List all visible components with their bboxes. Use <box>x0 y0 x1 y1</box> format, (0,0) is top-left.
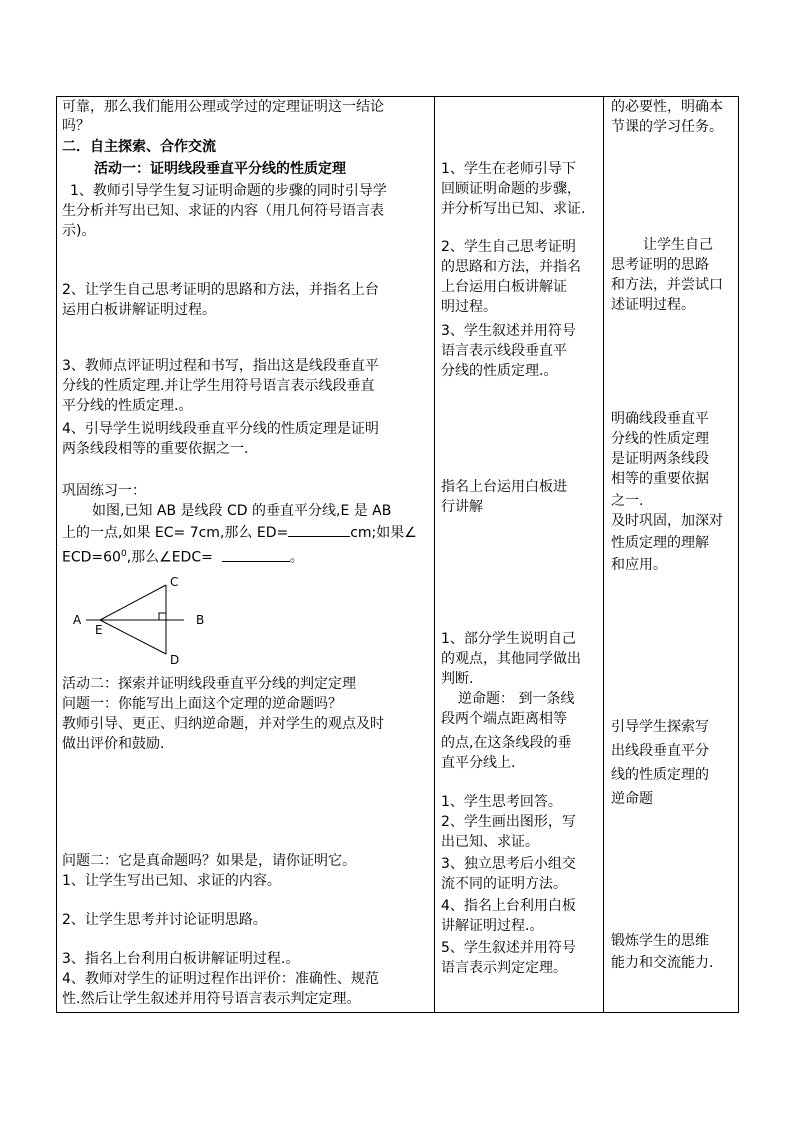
student-p5-line-3: 判断. <box>441 671 474 687</box>
column-divider-2 <box>603 97 604 1012</box>
practice-line-3 <box>62 545 304 568</box>
intent-p4-line-3: 线的性质定理的 <box>611 767 709 783</box>
student-p7-line-4: 3、独立思考后小组交 <box>441 856 576 872</box>
intent-p5-line-1: 锻炼学生的思维 <box>611 933 709 949</box>
label-d: D <box>170 653 180 666</box>
student-p4-line-1: 指名上台运用白板进 <box>441 479 567 495</box>
activity-1-title: 活动一：证明线段垂直平分线的性质定理 <box>94 161 346 177</box>
intro-line-2: 吗？ <box>62 118 90 134</box>
student-p3-line-3: 分线的性质定理.。 <box>441 363 558 379</box>
answer-blank-angle[interactable] <box>222 547 290 562</box>
practice-line-2-tail: cm;如果∠ <box>350 525 417 541</box>
intent-p4-line-2: 出线段垂直平分 <box>611 743 709 759</box>
intent-p3-line-4: 相等的重要依据 <box>611 471 709 487</box>
student-p5-line-1: 1、部分学生说明自己 <box>441 631 576 647</box>
intent-p2-line-2: 思考证明的思路 <box>611 257 709 273</box>
step-2-line-1: 2、让学生自己思考证明的思路和方法，并指名上台 <box>62 282 379 298</box>
student-p3-line-1: 3、学生叙述并用符号 <box>441 323 576 339</box>
segment-ed <box>100 620 166 654</box>
section-heading: 二．自主探索、合作交流 <box>62 139 216 155</box>
student-p7-line-5: 流不同的证明方法。 <box>441 876 567 892</box>
student-p7-line-2: 2、学生画出图形，写 <box>441 814 576 830</box>
student-p1-line-3: 并分析写出已知、求证. <box>441 201 586 217</box>
step-1-line-2: 生分析并写出已知、求证的内容（用几何符号语言表 <box>62 203 384 219</box>
practice-title: 巩固练习一： <box>62 483 146 499</box>
intent-p3-line-7: 性质定理的理解 <box>611 535 709 551</box>
intent-p3-line-8: 和应用。 <box>611 557 667 573</box>
geometry-figure <box>70 574 230 666</box>
intent-p3-line-3: 是证明两条线段 <box>611 451 709 467</box>
intent-p3-line-1: 明确线段垂直平 <box>611 411 709 427</box>
question-2: 问题二：它是真命题吗？如果是，请你证明它。 <box>62 853 356 869</box>
step-1-line-3: 示)。 <box>62 223 96 239</box>
student-p7-line-6: 4、指名上台利用白板 <box>441 898 576 914</box>
student-p6-line-4: 直平分线上. <box>441 755 516 771</box>
student-p7-line-7: 讲解证明过程.。 <box>441 918 544 934</box>
step-2-line-2: 运用白板讲解证明过程。 <box>62 302 216 318</box>
question-1: 问题一：你能写出上面这个定理的逆命题吗？ <box>62 696 342 712</box>
student-p4-line-2: 行讲解 <box>441 499 483 515</box>
student-p7-line-8: 5、学生叙述并用符号 <box>441 940 576 956</box>
step-3-line-1: 3、教师点评证明过程和书写，指出这是线段垂直平 <box>62 358 379 374</box>
step-3-line-3: 平分线的性质定理.。 <box>62 398 193 414</box>
question-2-step-4-line-2: 性.然后让学生叙述并用符号语言表示判定定理。 <box>62 991 361 1007</box>
practice-line-3-mid: ,那么∠EDC= <box>126 549 213 566</box>
student-p7-line-1: 1、学生思考回答。 <box>441 794 562 810</box>
intent-p1-line-2: 节课的学习任务。 <box>611 119 723 135</box>
practice-line-2-text: 上的一点,如果 EC= 7cm,那么 ED= <box>62 525 289 541</box>
answer-blank-ed[interactable] <box>288 522 350 537</box>
intent-p4-line-4: 逆命题 <box>611 791 653 807</box>
student-p7-line-9: 语言表示判定定理。 <box>441 960 567 976</box>
intent-p4-line-1: 引导学生探索写 <box>611 719 709 735</box>
student-p1-line-1: 1、学生在老师引导下 <box>441 161 576 177</box>
intent-p2-line-1: 让学生自己 <box>643 237 713 253</box>
label-b: B <box>196 613 205 627</box>
practice-line-2 <box>62 522 417 543</box>
label-a: A <box>73 613 82 627</box>
step-4-line-1: 4、引导学生说明线段垂直平分线的性质定理是证明 <box>62 421 379 437</box>
student-p2-line-2: 的思路和方法，并指名 <box>441 259 581 275</box>
label-e: E <box>95 623 103 637</box>
student-p6-line-1: 逆命题： 到一条线 <box>458 691 575 707</box>
intent-p2-line-4: 述证明过程。 <box>611 297 695 313</box>
practice-line-1: 如图,已知 AB 是线段 CD 的垂直平分线,E 是 AB <box>92 503 392 519</box>
degree-mark: 0 <box>120 549 127 559</box>
intent-p1-line-1: 的必要性，明确本 <box>611 99 723 115</box>
right-angle-mark <box>159 613 166 620</box>
intro-line-1: 可靠，那么我们能用公理或学过的定理证明这一结论 <box>62 99 384 115</box>
student-p3-line-2: 语言表示线段垂直平 <box>441 343 567 359</box>
question-2-step-4-line-1: 4、教师对学生的证明过程作出评价：准确性、规范 <box>62 971 379 987</box>
question-2-step-1: 1、让学生写出已知、求证的内容。 <box>62 873 281 889</box>
step-1-line-1: 1、教师引导学生复习证明命题的步骤的同时引导学 <box>70 183 387 199</box>
student-p7-line-3: 出已知、求证。 <box>441 834 539 850</box>
question-1-line-2: 做出评价和鼓励. <box>62 736 165 752</box>
step-4-line-2: 两条线段相等的重要依据之一. <box>62 441 249 457</box>
student-p2-line-4: 明过程。 <box>441 299 497 315</box>
column-divider-1 <box>434 97 435 1012</box>
student-p1-line-2: 回顾证明命题的步骤， <box>441 181 581 197</box>
label-c: C <box>170 575 179 589</box>
student-p5-line-2: 的观点，其他同学做出 <box>441 651 581 667</box>
student-p6-line-2: 段两个端点距离相等 <box>441 711 567 727</box>
intent-p3-line-2: 分线的性质定理 <box>611 431 709 447</box>
segment-ec <box>100 585 166 620</box>
student-p6-line-3: 的点,在这条线段的垂 <box>441 735 572 751</box>
step-3-line-2: 分线的性质定理.并让学生用符号语言表示线段垂直 <box>62 378 375 394</box>
intent-p3-line-6: 及时巩固，加深对 <box>611 513 723 529</box>
practice-line-3-end: 。 <box>289 549 304 566</box>
question-2-step-3: 3、指名上台利用白板讲解证明过程.。 <box>62 951 300 967</box>
intent-p3-line-5: 之一. <box>611 493 644 509</box>
intent-p2-line-3: 和方法，并尝试口 <box>611 277 723 293</box>
student-p2-line-3: 上台运用白板讲解证 <box>441 279 567 295</box>
student-p2-line-1: 2、学生自己思考证明 <box>441 239 576 255</box>
practice-line-3-text: ECD=60 <box>62 549 121 566</box>
question-1-line-1: 教师引导、更正、归纳逆命题，并对学生的观点及时 <box>62 716 384 732</box>
intent-p5-line-2: 能力和交流能力. <box>611 955 714 971</box>
activity-2-title: 活动二：探索并证明线段垂直平分线的判定定理 <box>62 676 356 692</box>
question-2-step-2: 2、让学生思考并讨论证明思路。 <box>62 912 267 928</box>
